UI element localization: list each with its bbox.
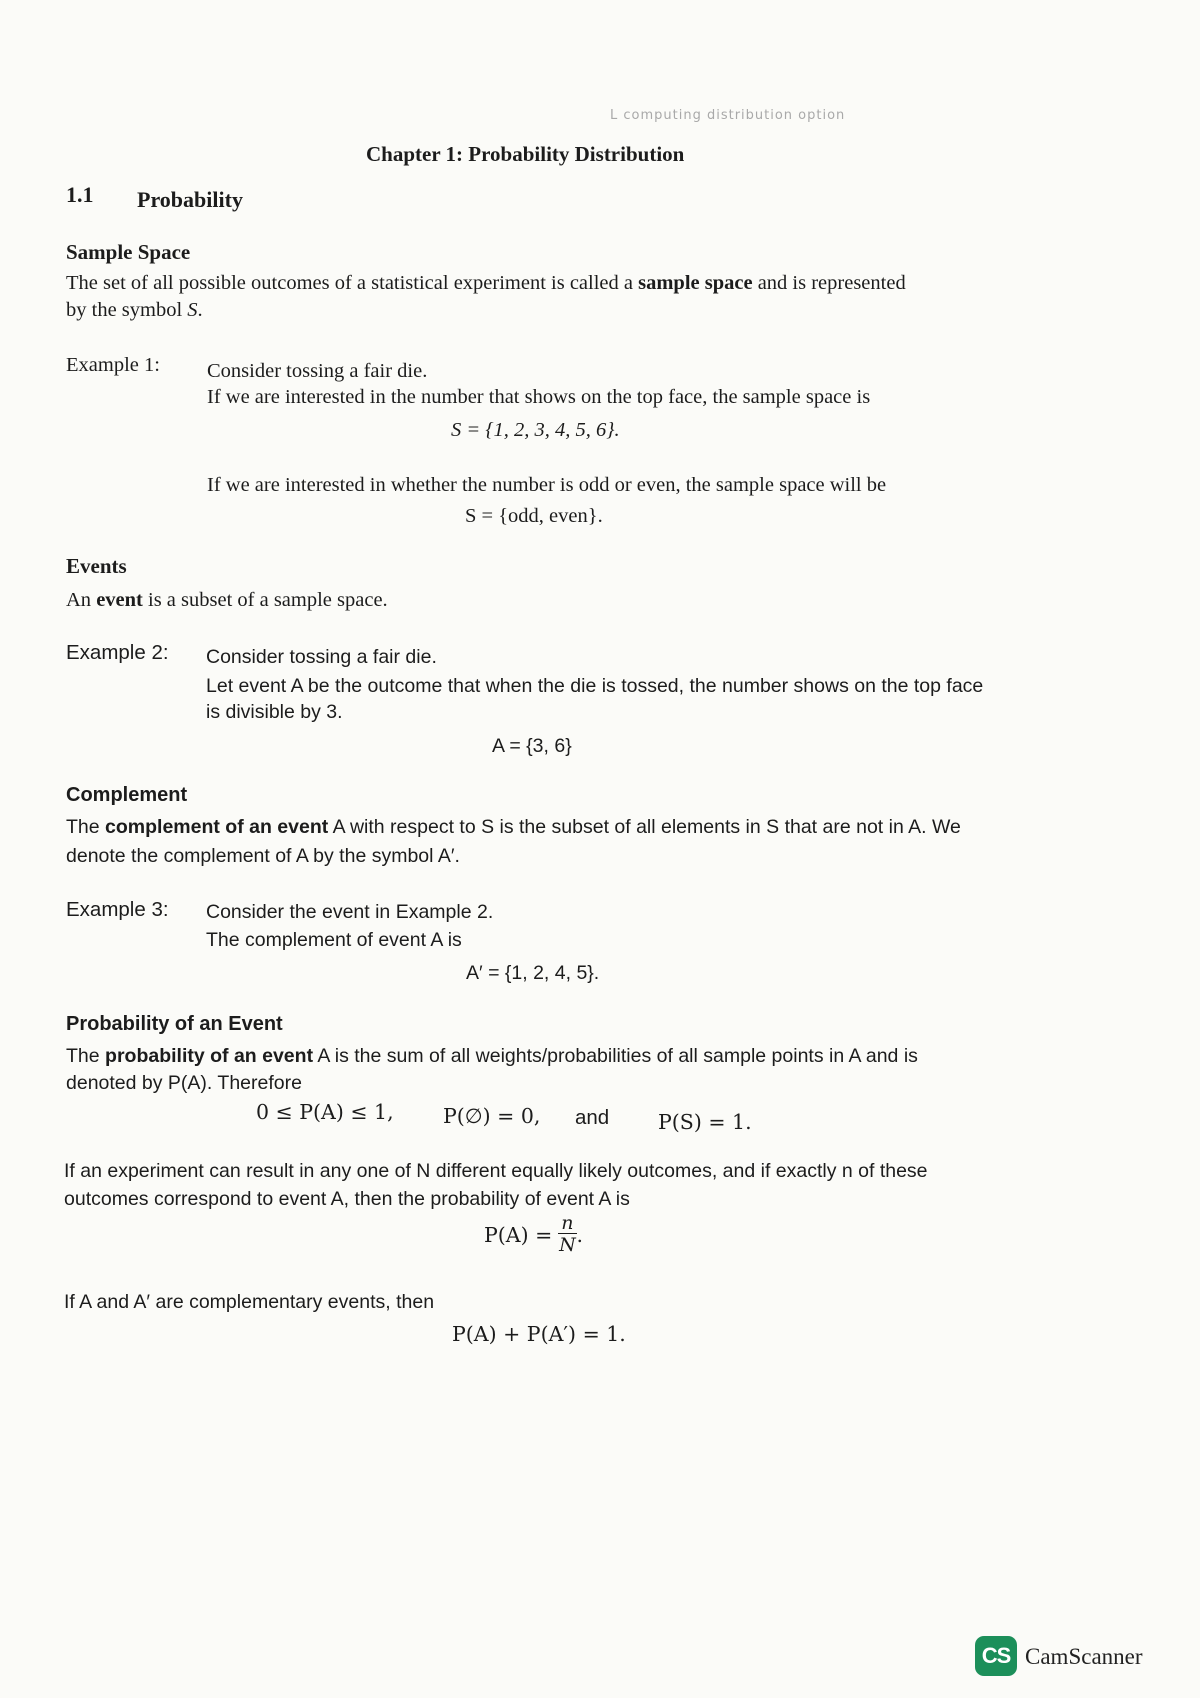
sample-space-definition-line2 (66, 297, 203, 323)
definition-text: by the symbol (66, 299, 188, 321)
complementary-line: If A and A′ are complementary events, then (64, 1291, 435, 1313)
definition-text: . (197, 299, 203, 321)
definition-text: and is represented (752, 272, 906, 294)
section-number: 1.1 (66, 182, 94, 207)
example2-line3: is divisible by 3. (206, 701, 343, 723)
definition-text: The set of all possible outcomes of a statistical experiment is called a (66, 272, 639, 294)
events-heading: Events (66, 554, 127, 578)
prob-event-definition-line2: denoted by P(A). Therefore (66, 1072, 302, 1094)
example1-math1: S = {1, 2, 3, 4, 5, 6}. (451, 419, 620, 441)
definition-text: An (66, 589, 97, 611)
sample-space-heading: Sample Space (66, 240, 191, 264)
definition-text: is a subset of a sample space. (142, 589, 388, 611)
equally-likely-line2: outcomes correspond to event A, then the probability of event A is (64, 1188, 630, 1210)
chapter-title: Chapter 1: Probability Distribution (366, 142, 685, 166)
equally-likely-line1: If an experiment can result in any one of N different equally likely outcomes, and if exactly n of these (64, 1160, 928, 1182)
definition-term: complement of an event (105, 816, 329, 838)
formula-period: . (576, 1222, 584, 1247)
definition-text: The (66, 816, 106, 838)
formula-lhs: P(A) = (484, 1222, 553, 1247)
example3-line2: The complement of event A is (206, 929, 462, 951)
prob-sample-space: P(S) = 1. (658, 1110, 752, 1134)
prob-and-word: and (575, 1106, 610, 1129)
complement-heading: Complement (66, 784, 188, 806)
definition-term: sample space (638, 272, 753, 294)
complement-definition-line2: denote the complement of A by the symbol A′. (66, 845, 460, 867)
example1-line3: If we are interested in whether the number is odd or even, the sample space will be (207, 474, 887, 496)
example2-line1: Consider tossing a fair die. (206, 646, 437, 668)
fraction-numerator: n (558, 1213, 576, 1234)
fraction (558, 1213, 576, 1256)
definition-text: A with respect to S is the subset of all elements in S that are not in A. We (328, 816, 961, 838)
example2-line2: Let event A be the outcome that when the die is tossed, the number shows on the top face (206, 675, 984, 697)
example2-math: A = {3, 6} (492, 735, 572, 757)
complementary-math: P(A) + P(A′) = 1. (452, 1322, 626, 1346)
symbol-s: S (187, 299, 198, 321)
example3-label: Example 3: (66, 898, 169, 921)
definition-text: A is the sum of all weights/probabilities of all sample points in A and is (313, 1045, 918, 1067)
example1-line2: If we are interested in the number that shows on the top face, the sample space is (207, 386, 871, 408)
equally-likely-formula (484, 1213, 583, 1256)
example2-label: Example 2: (66, 641, 169, 664)
prob-event-heading: Probability of an Event (66, 1013, 283, 1035)
complement-definition-line1 (66, 814, 961, 840)
sample-space-definition-line1 (66, 270, 906, 296)
camscanner-name: CamScanner (1025, 1644, 1143, 1669)
example1-math2: S = {odd, even}. (465, 505, 603, 527)
camscanner-logo-icon: CS (975, 1636, 1017, 1676)
example3-math: A′ = {1, 2, 4, 5}. (466, 962, 600, 984)
example1-line1: Consider tossing a fair die. (207, 360, 428, 382)
fraction-denominator: N (559, 1234, 576, 1256)
section-title: Probability (137, 187, 243, 212)
example1-label: Example 1: (66, 354, 160, 376)
prob-empty-set: P(∅) = 0, (443, 1104, 541, 1128)
events-definition (66, 587, 388, 613)
example3-line1: Consider the event in Example 2. (206, 901, 494, 923)
definition-text: The (66, 1045, 106, 1067)
definition-term: probability of an event (105, 1045, 314, 1067)
prob-bound-ineq: 0 ≤ P(A) ≤ 1, (256, 1100, 394, 1124)
definition-term: event (96, 589, 143, 611)
handwritten-annotation: L computing distribution option (610, 108, 846, 123)
prob-event-definition-line1 (66, 1043, 918, 1069)
